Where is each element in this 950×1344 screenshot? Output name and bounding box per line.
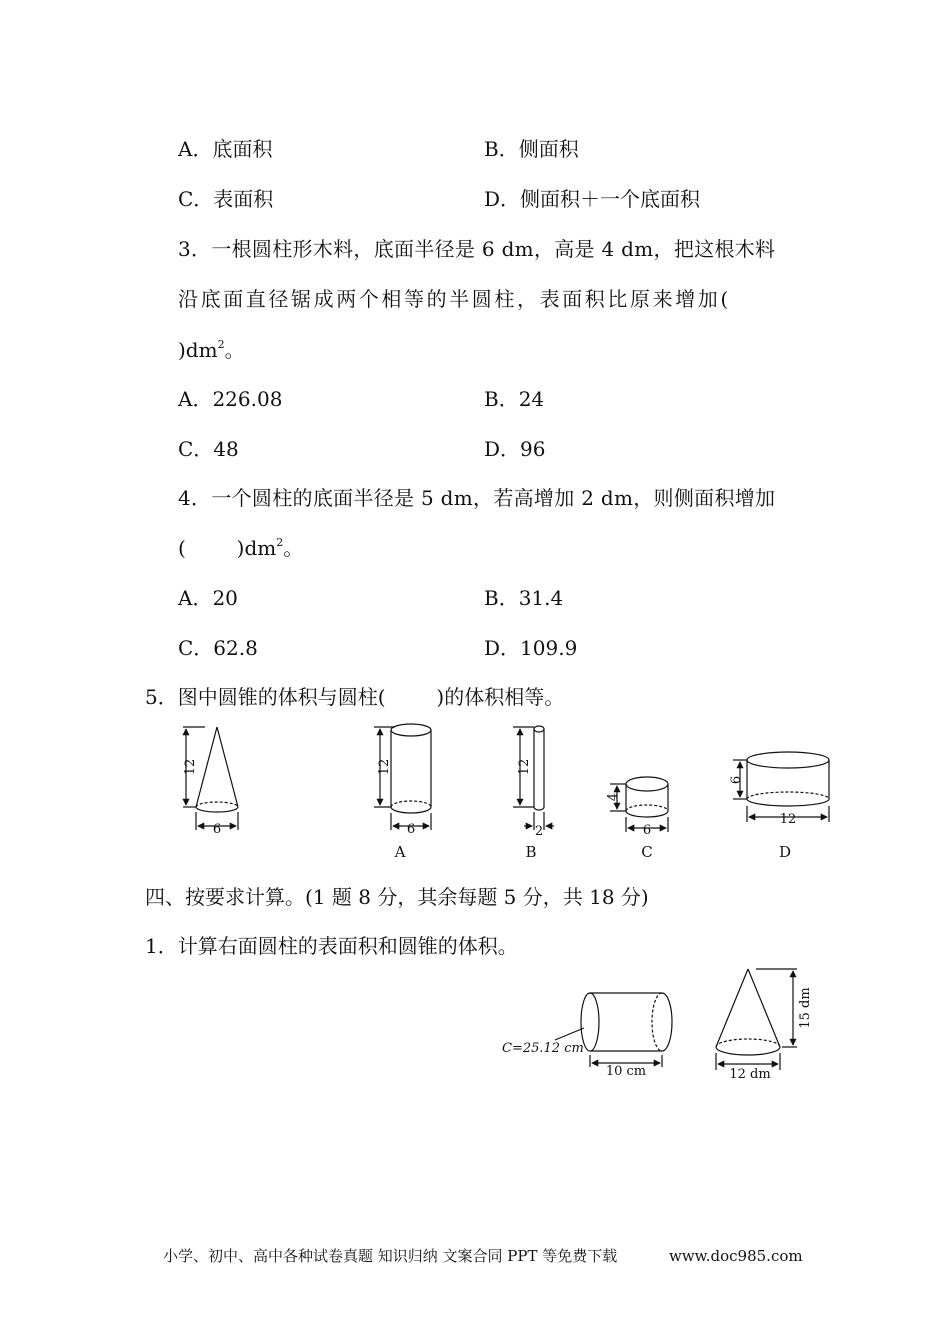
q5-cyl-c-height: 4 [606,792,621,802]
q4-option-c: C．62.8 [178,636,258,660]
q5-cyl-d-diameter: 12 [779,812,797,827]
q5-cone-height: 12 [183,758,198,776]
q5-cyl-d-label: D [778,843,792,861]
q3-option-d: D．96 [484,437,546,461]
q5-cone-figure [183,727,238,830]
section4-cylinder-circumference: C=25.12 cm [502,1041,584,1056]
q5-cone-diameter: 6 [212,822,222,837]
q2-option-a: A．底面积 [178,137,273,161]
q5-cylinder-b-figure [513,726,554,830]
q5-text: 5．图中圆锥的体积与圆柱( )的体积相等。 [145,685,565,709]
section4-cone-figure [716,969,797,1070]
section4-cone-height: 15 dm [798,987,813,1029]
q5-cyl-c-diameter: 6 [642,823,652,838]
q3-line2: 沿底面直径锯成两个相等的半圆柱，表面积比原来增加( [178,287,731,311]
q5-cyl-b-diameter: 2 [534,824,544,839]
footer-left: 小学、初中、高中各种试卷真题 知识归纳 文案合同 PPT 等免费下载 [163,1247,618,1265]
q5-cyl-b-height: 12 [517,758,532,776]
q2-option-b: B．侧面积 [484,137,579,161]
q4-line2: ( )$dm^2$。 [178,536,304,560]
q4-option-a: A．20 [178,586,238,610]
q5-cylinder-c-figure [610,777,668,832]
q3-option-b: B．24 [484,387,545,411]
q4-option-b: B．31.4 [484,586,564,610]
q5-cylinder-a-figure [374,724,431,830]
q4-line1: 4．一个圆柱的底面半径是 5 dm，若高增加 2 dm，则侧面积增加 [178,486,776,510]
q3-option-a: A．226.08 [178,387,283,411]
q5-cyl-a-diameter: 6 [406,822,416,837]
section4-cone-diameter: 12 dm [729,1067,771,1082]
q5-cyl-b-label: B [525,843,537,861]
q4-option-d: D．109.9 [484,636,578,660]
footer-url[interactable]: www.doc985.com [669,1247,803,1265]
q2-option-d: D．侧面积＋一个底面积 [484,187,701,211]
q5-cyl-a-label: A [394,843,406,861]
section4-cylinder-length: 10 cm [605,1064,647,1079]
q3-option-c: C．48 [178,437,239,461]
q5-cylinder-d-figure [733,752,829,822]
q5-cyl-d-height: 6 [729,775,744,785]
section4-q1: 1．计算右面圆柱的表面积和圆锥的体积。 [145,934,518,958]
q3-line1: 3．一根圆柱形木料，底面半径是 6 dm，高是 4 dm，把这根木料 [178,237,776,261]
section4-title: 四、按要求计算。(1 题 8 分，其余每题 5 分，共 18 分) [145,885,649,909]
q5-cyl-a-height: 12 [377,758,392,776]
section4-cylinder-figure [555,993,672,1067]
q2-option-c: C．表面积 [178,187,274,211]
q5-cyl-c-label: C [641,843,653,861]
q3-line3: )$dm^2$。 [178,338,245,362]
